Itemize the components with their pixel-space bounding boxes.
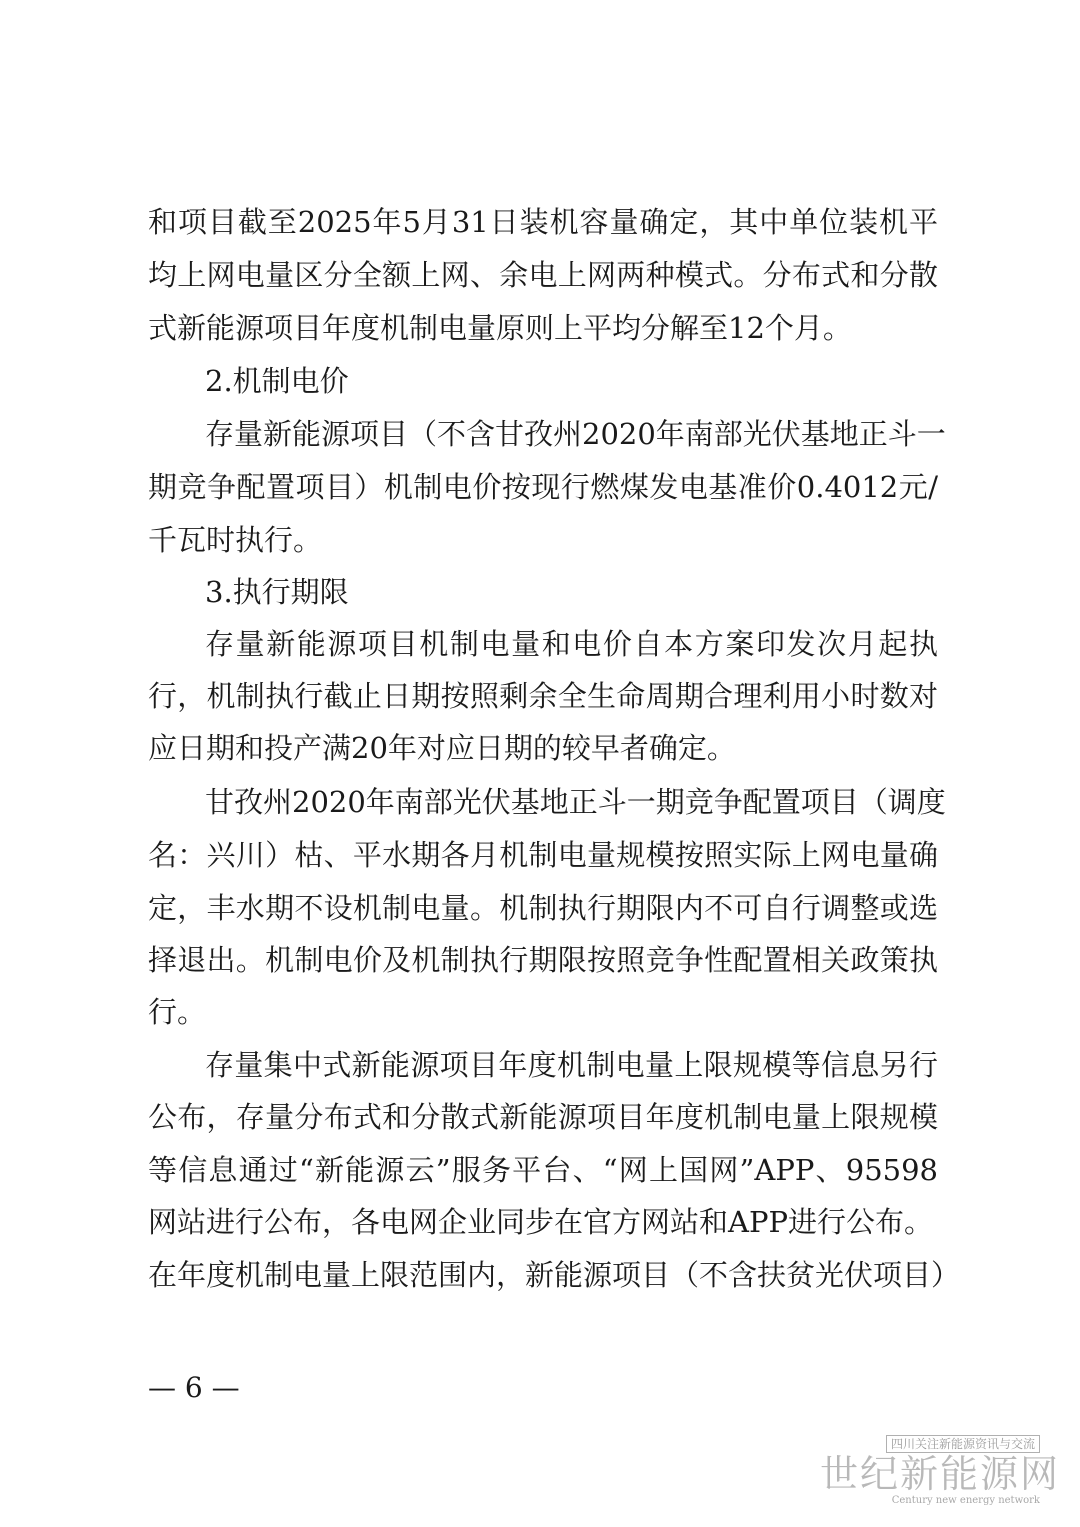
body-text-line: 期竞争配置项目）机制电价按现行燃煤发电基准价0.4012元/ (148, 470, 938, 504)
body-text-line: 等信息通过“新能源云”服务平台、“网上国网”APP、95598 (148, 1153, 938, 1187)
body-text-line: 行。 (148, 995, 207, 1029)
body-text-line: 存量集中式新能源项目年度机制电量上限规模等信息另行 (205, 1048, 938, 1082)
watermark-tagline: 四川关注新能源资讯与交流 (886, 1435, 1040, 1453)
body-text-line: 行，机制执行截止日期按照剩余全生命周期合理利用小时数对 (148, 679, 938, 713)
body-text-line: 网站进行公布，各电网企业同步在官方网站和APP进行公布。 (148, 1205, 933, 1239)
watermark-english: Century new energy network (891, 1495, 1040, 1506)
watermark-logo (820, 1433, 1061, 1513)
body-text-line: 应日期和投产满20年对应日期的较早者确定。 (148, 731, 736, 765)
body-text-line: 存量新能源项目（不含甘孜州2020年南部光伏基地正斗一 (205, 417, 946, 451)
body-text-line: 择退出。机制电价及机制执行期限按照竞争性配置相关政策执 (148, 943, 938, 977)
body-text-line: 式新能源项目年度机制电量原则上平均分解至12个月。 (148, 311, 852, 345)
body-text-line: 名：兴川）枯、平水期各月机制电量规模按照实际上网电量确 (148, 838, 938, 872)
section-heading: 2.机制电价 (205, 364, 349, 398)
body-text-line: 甘孜州2020年南部光伏基地正斗一期竞争配置项目（调度 (205, 785, 946, 819)
body-text-line: 定，丰水期不设机制电量。机制执行期限内不可自行调整或选 (148, 891, 938, 925)
body-text-line: 均上网电量区分全额上网、余电上网两种模式。分布式和分散 (148, 258, 938, 292)
watermark-name: 世纪新能源网 (820, 1452, 1061, 1496)
body-text-line: 存量新能源项目机制电量和电价自本方案印发次月起执 (205, 627, 938, 661)
body-text-line: 和项目截至2025年5月31日装机容量确定，其中单位装机平 (148, 205, 938, 239)
body-text-line: 公布，存量分布式和分散式新能源项目年度机制电量上限规模 (148, 1100, 938, 1134)
page-number: — 6 — (148, 1371, 240, 1404)
section-heading: 3.执行期限 (205, 575, 349, 609)
body-text-line: 在年度机制电量上限范围内，新能源项目（不含扶贫光伏项目） (148, 1258, 961, 1292)
body-text-line: 千瓦时执行。 (148, 523, 323, 557)
